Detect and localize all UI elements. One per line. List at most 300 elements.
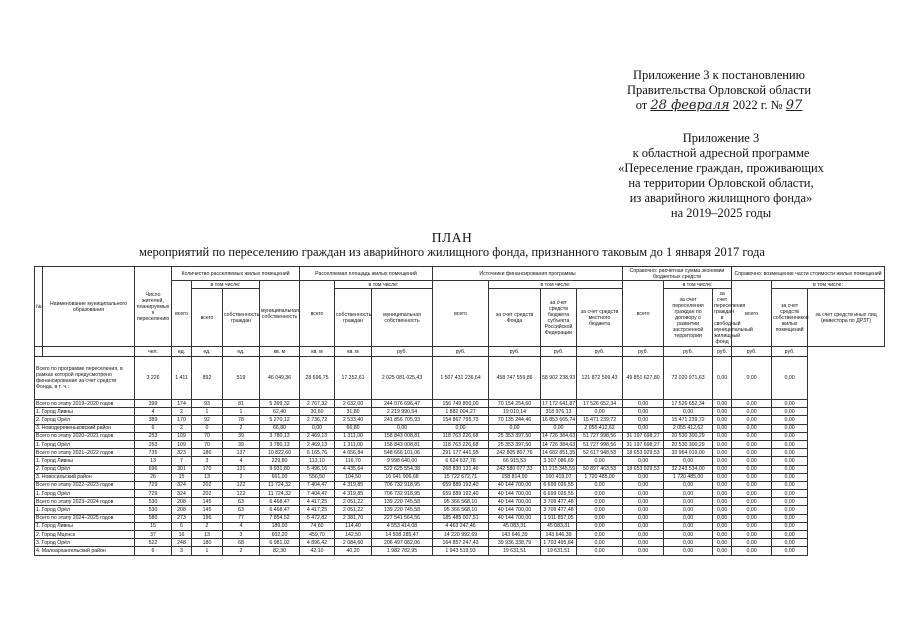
row-value-cell: 7 bbox=[172, 457, 192, 465]
row-value-cell: 6 bbox=[172, 522, 192, 530]
row-value-cell: 109 bbox=[172, 440, 192, 448]
row-name-cell: Всего по этапу 2021–2022 годов bbox=[35, 449, 135, 457]
row-value-cell: 158 843 008,81 bbox=[372, 432, 433, 440]
row-value-cell: 9 931,80 bbox=[260, 465, 300, 473]
row-value-cell: 139 220 745,58 bbox=[372, 498, 433, 506]
unit-cell: ед. bbox=[223, 347, 260, 357]
table-row bbox=[35, 357, 885, 400]
row-value-cell: 1 bbox=[192, 547, 223, 555]
row-value-cell: 0,00 bbox=[772, 547, 808, 555]
row-value-cell: 5 399,32 bbox=[260, 400, 300, 408]
row-value-cell: 0,00 bbox=[713, 432, 732, 440]
row-value-cell: 160 419,07 bbox=[541, 473, 577, 481]
header-ref-incl: в том числе: bbox=[664, 281, 732, 289]
row-value-cell: 113,10 bbox=[300, 457, 335, 465]
row-value-cell: 30,60 bbox=[300, 408, 335, 416]
row-value-cell: 580 bbox=[135, 514, 172, 522]
row-value-cell: 0,00 bbox=[732, 357, 772, 400]
appendix-line: Приложение 3 к постановлению bbox=[633, 68, 805, 82]
row-value-cell: 0,00 bbox=[772, 514, 808, 522]
row-value-cell: 2 bbox=[223, 547, 260, 555]
row-value-cell: 2 055 412,62 bbox=[577, 424, 623, 432]
row-value-cell: 0,00 bbox=[772, 432, 808, 440]
row-value-cell: 50 897 463,53 bbox=[577, 465, 623, 473]
table-row bbox=[35, 481, 885, 489]
row-value-cell: 186 bbox=[192, 449, 223, 457]
row-value-cell: 2 025 081 025,43 bbox=[372, 357, 433, 400]
row-value-cell: 2 469,13 bbox=[300, 440, 335, 448]
row-value-cell: 0,00 bbox=[732, 400, 772, 408]
row-value-cell: 122 bbox=[223, 490, 260, 498]
row-value-cell: 0,00 bbox=[623, 473, 664, 481]
row-value-cell: 18 653 929,53 bbox=[623, 449, 664, 457]
row-value-cell: 522 bbox=[135, 539, 172, 547]
row-value-cell: 42,10 bbox=[300, 547, 335, 555]
header-rooms-private: собственность граждан bbox=[223, 289, 260, 347]
table-row bbox=[35, 432, 885, 440]
row-value-cell: 82,30 bbox=[260, 547, 300, 555]
row-value-cell: 6 624 637,78 bbox=[433, 457, 489, 465]
row-value-cell: 0,00 bbox=[713, 539, 732, 547]
row-value-cell: 170 bbox=[192, 465, 223, 473]
row-name-cell: 3. Новодеревеньковский район bbox=[35, 424, 135, 432]
unit-cell: кв. м bbox=[335, 347, 372, 357]
header-ref-free: за счет переселения граждан в свободный муниципальный жилищный фонд bbox=[714, 290, 753, 345]
row-value-cell: 0,00 bbox=[732, 539, 772, 547]
row-value-cell: 14 220 992,69 bbox=[433, 531, 489, 539]
row-value-cell: 45 083,31 bbox=[489, 522, 541, 530]
header-area-total: всего bbox=[300, 281, 335, 347]
row-value-cell: 66,80 bbox=[335, 424, 372, 432]
row-value-cell: 0,00 bbox=[577, 498, 623, 506]
handwritten-date: 28 февраля bbox=[650, 98, 730, 113]
row-value-cell: 0,00 bbox=[577, 457, 623, 465]
unit-cell: руб. bbox=[772, 347, 808, 357]
row-value-cell: 77 bbox=[223, 514, 260, 522]
row-value-cell: 6 bbox=[135, 547, 172, 555]
row-value-cell: 0,00 bbox=[664, 506, 713, 514]
row-value-cell: 324 bbox=[172, 490, 192, 498]
row-value-cell: 0,00 bbox=[772, 498, 808, 506]
row-value-cell: 0,00 bbox=[713, 400, 732, 408]
row-name-cell: Всего по программе переселения, в рамках которой предусмотрено финансирование за счет средств Фонда, в т. ч.: bbox=[35, 357, 135, 400]
row-value-cell: 39 bbox=[223, 440, 260, 448]
table-row bbox=[35, 506, 885, 514]
row-value-cell: 0,00 bbox=[772, 416, 808, 424]
row-value-cell: 892 bbox=[192, 357, 223, 400]
row-value-cell: 11 724,32 bbox=[260, 481, 300, 489]
row-value-cell: 19 010,14 bbox=[489, 408, 541, 416]
row-value-cell: 227 541 564,56 bbox=[372, 514, 433, 522]
row-value-cell: 399 bbox=[135, 400, 172, 408]
row-value-cell: 3 709 477,48 bbox=[541, 506, 577, 514]
row-value-cell: 2 084,60 bbox=[335, 539, 372, 547]
header-name: Наименование муниципального образования bbox=[43, 267, 135, 347]
row-value-cell: 2 469,13 bbox=[300, 432, 335, 440]
row-value-cell: 0,00 bbox=[623, 490, 664, 498]
row-value-cell: 0,00 bbox=[713, 473, 732, 481]
row-name-cell: Всего по этапу 2024–2025 годов bbox=[35, 514, 135, 522]
row-value-cell: 0,00 bbox=[713, 465, 732, 473]
row-value-cell: 229,80 bbox=[260, 457, 300, 465]
row-value-cell: 196 bbox=[192, 514, 223, 522]
row-value-cell: 15 bbox=[172, 473, 192, 481]
row-value-cell: 39 936 338,79 bbox=[489, 539, 541, 547]
date-prefix: от bbox=[635, 98, 648, 112]
row-value-cell: 15 471 239,72 bbox=[664, 416, 713, 424]
row-value-cell: 70 135 244,46 bbox=[489, 416, 541, 424]
row-value-cell: 74,60 bbox=[300, 522, 335, 530]
header-comp-owners: за счет средств собственников жилых помещений bbox=[772, 289, 808, 347]
row-value-cell: 0,00 bbox=[713, 514, 732, 522]
row-value-cell: 31 197 698,27 bbox=[623, 432, 664, 440]
row-value-cell: 14 726 384,63 bbox=[542, 433, 576, 440]
row-value-cell: 142,50 bbox=[335, 531, 372, 539]
row-name-cell: Всего по этапу 2020–2021 годов bbox=[35, 432, 135, 440]
row-value-cell: 0,00 bbox=[713, 506, 732, 514]
row-value-cell: 0,00 bbox=[664, 531, 713, 539]
row-value-cell: 11 215 345,59 bbox=[542, 466, 575, 473]
row-value-cell: 49 851 627,80 bbox=[623, 357, 664, 400]
row-value-cell: 458 747 559,86 bbox=[489, 357, 541, 400]
row-value-cell: 248 bbox=[172, 539, 192, 547]
row-value-cell: 170 bbox=[172, 416, 192, 424]
row-value-cell: 32 243 534,00 bbox=[664, 465, 713, 473]
row-value-cell: 16 853 665,74 bbox=[542, 416, 576, 423]
row-value-cell: 0,00 bbox=[577, 506, 623, 514]
row-value-cell: 244 076 696,47 bbox=[372, 400, 433, 408]
row-value-cell: 661,00 bbox=[260, 473, 300, 481]
row-value-cell: 0,00 bbox=[577, 408, 623, 416]
row-value-cell: 4 bbox=[223, 457, 260, 465]
row-value-cell: 0,00 bbox=[732, 473, 772, 481]
table-row bbox=[35, 416, 885, 424]
row-value-cell: 6 699 026,55 bbox=[541, 481, 577, 489]
row-name-cell: 1. Город Ливны bbox=[35, 522, 135, 530]
unit-cell: кв. м bbox=[260, 347, 300, 357]
row-value-cell: 0,00 bbox=[772, 457, 808, 465]
row-value-cell: 4 656,84 bbox=[335, 449, 372, 457]
row-value-cell: 0,00 bbox=[732, 424, 772, 432]
row-value-cell: 0,00 bbox=[623, 457, 664, 465]
row-value-cell: 3 307 086,69 bbox=[541, 457, 577, 465]
row-value-cell: 16 bbox=[172, 531, 192, 539]
row-value-cell: 659 889 192,40 bbox=[433, 490, 489, 498]
table-row bbox=[35, 408, 885, 416]
table-row bbox=[35, 473, 885, 481]
row-value-cell: 2 219 990,54 bbox=[372, 408, 433, 416]
row-value-cell: 2 055 412,62 bbox=[664, 424, 713, 432]
row-value-cell: 0,00 bbox=[732, 514, 772, 522]
row-value-cell: 6 bbox=[135, 424, 172, 432]
row-value-cell: 659 889 192,40 bbox=[433, 481, 489, 489]
row-value-cell: 0,00 bbox=[732, 490, 772, 498]
row-value-cell: 0,00 bbox=[772, 539, 808, 547]
row-value-cell: 180 bbox=[192, 539, 223, 547]
row-value-cell: 0,00 bbox=[577, 539, 623, 547]
row-value-cell: 51 727 998,56 bbox=[577, 440, 623, 448]
header-local-budget: за счет средств местного бюджета bbox=[577, 289, 623, 347]
row-value-cell: 0,00 bbox=[713, 547, 732, 555]
header-ref-total: всего bbox=[623, 281, 664, 347]
table-row bbox=[35, 457, 885, 465]
row-value-cell: 7 404,47 bbox=[300, 490, 335, 498]
row-value-cell: 1 507 431 236,64 bbox=[433, 357, 489, 400]
header-rooms-total: всего bbox=[172, 281, 192, 347]
row-value-cell: 0,00 bbox=[664, 539, 713, 547]
row-name-cell: 3. Новосильский район bbox=[35, 473, 135, 481]
row-name-cell: Всего по этапу 2023–2024 годов bbox=[35, 498, 135, 506]
row-value-cell: 9 998 640,00 bbox=[372, 457, 433, 465]
row-value-cell: 0,00 bbox=[772, 424, 808, 432]
row-value-cell: 39 bbox=[223, 432, 260, 440]
header-group-ref-budget: Справочно: расчетная сумма экономии бюджетных средств bbox=[623, 267, 732, 281]
row-value-cell: 5 496,16 bbox=[300, 465, 335, 473]
row-value-cell: 0,00 bbox=[732, 506, 772, 514]
row-value-cell: 19 631,51 bbox=[541, 547, 577, 555]
row-value-cell: 4 319,85 bbox=[335, 490, 372, 498]
row-name-cell: 4. Малоархангельский район bbox=[35, 547, 135, 555]
row-value-cell: 0,00 bbox=[623, 424, 664, 432]
table-row bbox=[35, 490, 885, 498]
row-value-cell: 729 bbox=[135, 490, 172, 498]
unit-cell: руб. bbox=[623, 347, 664, 357]
appendix-line: «Переселение граждан, проживающих bbox=[618, 161, 824, 175]
row-value-cell: 2 767,32 bbox=[300, 400, 335, 408]
row-value-cell: 19 631,51 bbox=[489, 547, 541, 555]
row-value-cell: 1 bbox=[192, 408, 223, 416]
row-value-cell: 273 bbox=[172, 514, 192, 522]
row-value-cell: 15 bbox=[135, 522, 172, 530]
row-value-cell: 0,00 bbox=[772, 408, 808, 416]
row-value-cell: 242 580 077,33 bbox=[489, 465, 541, 473]
table-row bbox=[35, 498, 885, 506]
appendix-line: Приложение 3 bbox=[682, 131, 760, 145]
row-value-cell: 33 964 019,00 bbox=[664, 449, 713, 457]
header-group-finance: Источники финансирования программы bbox=[433, 267, 623, 281]
row-value-cell: 14 682 851,35 bbox=[542, 449, 576, 456]
row-value-cell: 139 220 745,58 bbox=[372, 506, 433, 514]
row-value-cell: 131 bbox=[223, 465, 260, 473]
table-row bbox=[35, 465, 885, 473]
table-row bbox=[35, 547, 885, 555]
row-name-cell: 2. Город Орёл bbox=[35, 416, 135, 424]
row-value-cell: 6 468,47 bbox=[260, 498, 300, 506]
row-value-cell: 0,00 bbox=[664, 490, 713, 498]
row-value-cell: 0,00 bbox=[732, 522, 772, 530]
row-name-cell: Всего по этапу 2022–2023 годов bbox=[35, 481, 135, 489]
row-value-cell: 2 533,40 bbox=[335, 416, 372, 424]
row-value-cell: 6 981,02 bbox=[260, 539, 300, 547]
row-value-cell: 7 854,52 bbox=[260, 514, 300, 522]
row-name-cell: 1. Город Орёл bbox=[35, 506, 135, 514]
row-name-cell: 2. Город Мценск bbox=[35, 531, 135, 539]
row-value-cell: 17 526 652,34 bbox=[664, 400, 713, 408]
row-value-cell: 0,00 bbox=[623, 481, 664, 489]
row-value-cell: 0,00 bbox=[713, 416, 732, 424]
row-value-cell: 2 632,00 bbox=[335, 400, 372, 408]
row-value-cell: 0,00 bbox=[623, 522, 664, 530]
row-value-cell: 15 722 672,71 bbox=[433, 473, 489, 481]
row-value-cell: 0,00 bbox=[300, 424, 335, 432]
row-value-cell: 0,00 bbox=[713, 357, 732, 400]
row-value-cell: 0,00 bbox=[732, 547, 772, 555]
row-value-cell: 0,00 bbox=[772, 531, 808, 539]
row-name-cell: 1. Город Ливны bbox=[35, 457, 135, 465]
row-value-cell: 0,00 bbox=[713, 498, 732, 506]
table-row bbox=[35, 400, 885, 408]
row-value-cell: 40 144 700,00 bbox=[489, 514, 541, 522]
row-value-cell: 66 915,53 bbox=[489, 457, 541, 465]
row-value-cell: 2 bbox=[223, 424, 260, 432]
row-value-cell: 17 352,61 bbox=[335, 357, 372, 400]
row-value-cell: 522 625 554,38 bbox=[372, 465, 433, 473]
row-value-cell: 0,00 bbox=[713, 440, 732, 448]
row-value-cell: 4 bbox=[135, 408, 172, 416]
row-value-cell: 0,00 bbox=[732, 498, 772, 506]
row-value-cell: 145 bbox=[192, 506, 223, 514]
header-finance-incl: в том числе: bbox=[489, 281, 623, 289]
table-row bbox=[35, 531, 885, 539]
row-value-cell: 158 843 008,81 bbox=[372, 440, 433, 448]
row-value-cell: 4 319,85 bbox=[335, 481, 372, 489]
row-value-cell: 0,00 bbox=[623, 514, 664, 522]
row-value-cell: 318 976,13 bbox=[541, 408, 577, 416]
row-value-cell: 37 bbox=[135, 531, 172, 539]
row-value-cell: 1 311,00 bbox=[335, 432, 372, 440]
row-value-cell: 164 857 247,43 bbox=[433, 539, 489, 547]
row-value-cell: 530 bbox=[135, 498, 172, 506]
row-value-cell: 729 bbox=[135, 481, 172, 489]
unit-cell: чел. bbox=[135, 347, 172, 357]
row-value-cell: 0,00 bbox=[732, 481, 772, 489]
unit-cell: ед. bbox=[192, 347, 223, 357]
row-value-cell: 114,40 bbox=[335, 522, 372, 530]
row-value-cell: 4 896,42 bbox=[300, 539, 335, 547]
row-value-cell: 92 bbox=[192, 416, 223, 424]
row-value-cell: 323 bbox=[172, 449, 192, 457]
row-value-cell: 1 943 519,93 bbox=[433, 547, 489, 555]
row-value-cell: 122 bbox=[223, 481, 260, 489]
row-value-cell: 40 144 700,00 bbox=[489, 490, 541, 498]
row-value-cell: 7 404,47 bbox=[300, 481, 335, 489]
row-value-cell: 0,00 bbox=[772, 473, 808, 481]
row-value-cell: 20 530 300,29 bbox=[664, 440, 713, 448]
row-value-cell: 0,00 bbox=[577, 490, 623, 498]
header-rooms-total-sub: всего bbox=[192, 289, 223, 347]
row-value-cell: 137 bbox=[223, 449, 260, 457]
row-value-cell: 11 724,32 bbox=[260, 490, 300, 498]
row-value-cell: 2 bbox=[172, 408, 192, 416]
appendix-block-program bbox=[596, 131, 846, 221]
header-comp-incl: в том числе: bbox=[772, 281, 885, 289]
row-value-cell: 1 882 004,27 bbox=[433, 408, 489, 416]
row-value-cell: 25 353 397,50 bbox=[489, 440, 541, 448]
row-value-cell: 0,00 bbox=[489, 424, 541, 432]
header-group-rooms: Количество расселяемых жилых помещений bbox=[172, 267, 300, 281]
row-value-cell: 3 bbox=[192, 457, 223, 465]
row-value-cell: 1 720 485,00 bbox=[664, 473, 713, 481]
row-value-cell: 2 051,22 bbox=[335, 506, 372, 514]
table-row bbox=[35, 449, 885, 457]
row-value-cell: 530 bbox=[135, 506, 172, 514]
handwritten-number: 97 bbox=[785, 98, 803, 113]
row-value-cell: 208 bbox=[172, 498, 192, 506]
row-value-cell: 3 bbox=[172, 547, 192, 555]
row-value-cell: 0,00 bbox=[664, 547, 713, 555]
header-comp-total: всего bbox=[732, 281, 772, 347]
row-value-cell: 0,00 bbox=[433, 424, 489, 432]
row-value-cell: 0,00 bbox=[732, 408, 772, 416]
row-value-cell: 0,00 bbox=[541, 424, 577, 432]
row-value-cell: 52 617 948,53 bbox=[577, 449, 623, 457]
row-value-cell: 2 bbox=[172, 424, 192, 432]
row-value-cell: 70 bbox=[192, 432, 223, 440]
row-value-cell: 18 653 929,53 bbox=[623, 465, 664, 473]
row-value-cell: 66,80 bbox=[260, 424, 300, 432]
row-value-cell: 40 144 700,00 bbox=[489, 498, 541, 506]
row-value-cell: 0,00 bbox=[664, 457, 713, 465]
row-value-cell: 158 814,90 bbox=[489, 473, 541, 481]
header-area-incl: в том числе: bbox=[335, 281, 433, 289]
row-value-cell: 1 703 495,84 bbox=[541, 539, 577, 547]
row-value-cell: 31,80 bbox=[335, 408, 372, 416]
row-value-cell: 185 485 007,51 bbox=[433, 514, 489, 522]
row-value-cell: 4 bbox=[223, 522, 260, 530]
row-value-cell: 1 720 485,00 bbox=[577, 473, 623, 481]
row-value-cell: 706 732 918,95 bbox=[372, 490, 433, 498]
row-name-cell: 3. Город Орёл bbox=[35, 539, 135, 547]
row-value-cell: 40 144 700,00 bbox=[489, 481, 541, 489]
row-value-cell: 519 bbox=[223, 357, 260, 400]
row-value-cell: 0,00 bbox=[713, 522, 732, 530]
row-value-cell: 46 049,36 bbox=[260, 357, 300, 400]
appendix-line: на 2019–2025 годы bbox=[670, 206, 772, 220]
row-value-cell: 0 bbox=[192, 424, 223, 432]
row-value-cell: 13 bbox=[192, 473, 223, 481]
row-value-cell: 301 bbox=[172, 465, 192, 473]
row-value-cell: 0,00 bbox=[713, 531, 732, 539]
row-value-cell: 3 780,13 bbox=[260, 432, 300, 440]
header-num: № bbox=[35, 267, 43, 347]
row-value-cell: 0,00 bbox=[772, 449, 808, 457]
row-value-cell: 189,00 bbox=[260, 522, 300, 530]
row-value-cell: 0,00 bbox=[623, 531, 664, 539]
header-area-private: собственность граждан bbox=[335, 289, 372, 347]
row-value-cell: 0,00 bbox=[732, 457, 772, 465]
table-row bbox=[35, 440, 885, 448]
row-value-cell: 58 902 238,93 bbox=[541, 357, 577, 400]
row-value-cell: 93 bbox=[192, 400, 223, 408]
row-value-cell: 4 553 414,08 bbox=[372, 522, 433, 530]
row-value-cell: 2 051,22 bbox=[335, 498, 372, 506]
row-value-cell: 0,00 bbox=[732, 465, 772, 473]
row-value-cell: 1 411 bbox=[172, 357, 192, 400]
unit-cell: ед. bbox=[172, 347, 192, 357]
row-value-cell: 95 366 568,10 bbox=[433, 498, 489, 506]
row-value-cell: 0,00 bbox=[664, 408, 713, 416]
row-value-cell: 121 872 599,43 bbox=[577, 357, 623, 400]
date-year: 2022 г. № bbox=[732, 98, 783, 112]
unit-cell: руб. bbox=[664, 347, 713, 357]
row-value-cell: 5 270,12 bbox=[260, 416, 300, 424]
row-value-cell: 253 bbox=[135, 440, 172, 448]
row-value-cell: 1 bbox=[223, 408, 260, 416]
row-value-cell: 0,00 bbox=[623, 408, 664, 416]
row-value-cell: 459,70 bbox=[300, 531, 335, 539]
appendix-line: из аварийного жилищного фонда» bbox=[629, 191, 813, 205]
row-value-cell: 1 311,00 bbox=[335, 440, 372, 448]
